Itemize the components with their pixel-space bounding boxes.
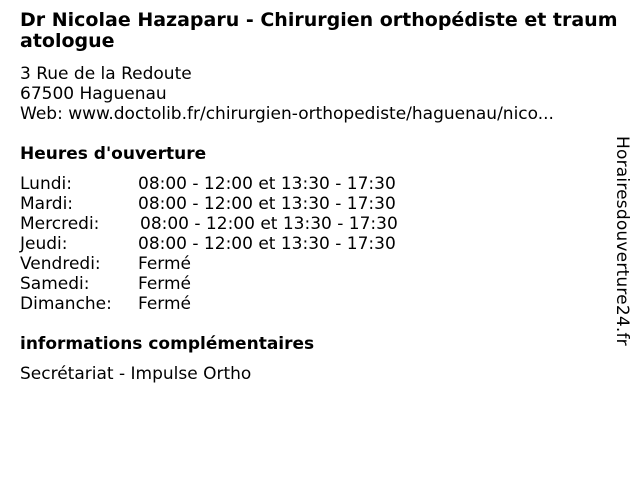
hours-row-tuesday: [20, 194, 398, 214]
day-label: Samedi:: [20, 274, 90, 294]
site-watermark: Horairesdouverture24.fr: [612, 136, 632, 346]
day-hours: 08:00 - 12:00 et 13:30 - 17:30: [138, 234, 396, 254]
additional-info-heading: informations complémentaires: [20, 334, 315, 354]
day-hours: 08:00 - 12:00 et 13:30 - 17:30: [138, 174, 396, 194]
additional-info-text: Secrétariat - Impulse Ortho: [20, 364, 252, 384]
address-city: 67500 Haguenau: [20, 84, 167, 104]
day-label: Lundi:: [20, 174, 72, 194]
day-hours: Fermé: [138, 274, 192, 294]
business-title: Dr Nicolae Hazaparu - Chirurgien orthopédiste et traumatologue: [20, 9, 618, 52]
day-label: Dimanche:: [20, 294, 112, 314]
day-hours: Fermé: [138, 294, 192, 314]
opening-hours-list: [20, 174, 398, 314]
address-street: 3 Rue de la Redoute: [20, 64, 192, 84]
day-label: Mercredi:: [20, 214, 100, 234]
address-block: [20, 64, 554, 124]
day-label: Vendredi:: [20, 254, 101, 274]
website-link[interactable]: Web: www.doctolib.fr/chirurgien-orthopediste/haguenau/nico...: [20, 104, 554, 124]
hours-row-thursday: [20, 234, 398, 254]
hours-row-friday: [20, 254, 398, 274]
hours-row-saturday: [20, 274, 398, 294]
hours-row-monday: [20, 174, 398, 194]
day-hours: Fermé: [138, 254, 192, 274]
hours-row-wednesday: [20, 214, 398, 234]
hours-row-sunday: [20, 294, 398, 314]
day-hours: 08:00 - 12:00 et 13:30 - 17:30: [138, 194, 396, 214]
day-label: Mardi:: [20, 194, 74, 214]
opening-hours-heading: Heures d'ouverture: [20, 144, 207, 164]
day-label: Jeudi:: [20, 234, 68, 254]
day-hours: 08:00 - 12:00 et 13:30 - 17:30: [140, 214, 398, 234]
